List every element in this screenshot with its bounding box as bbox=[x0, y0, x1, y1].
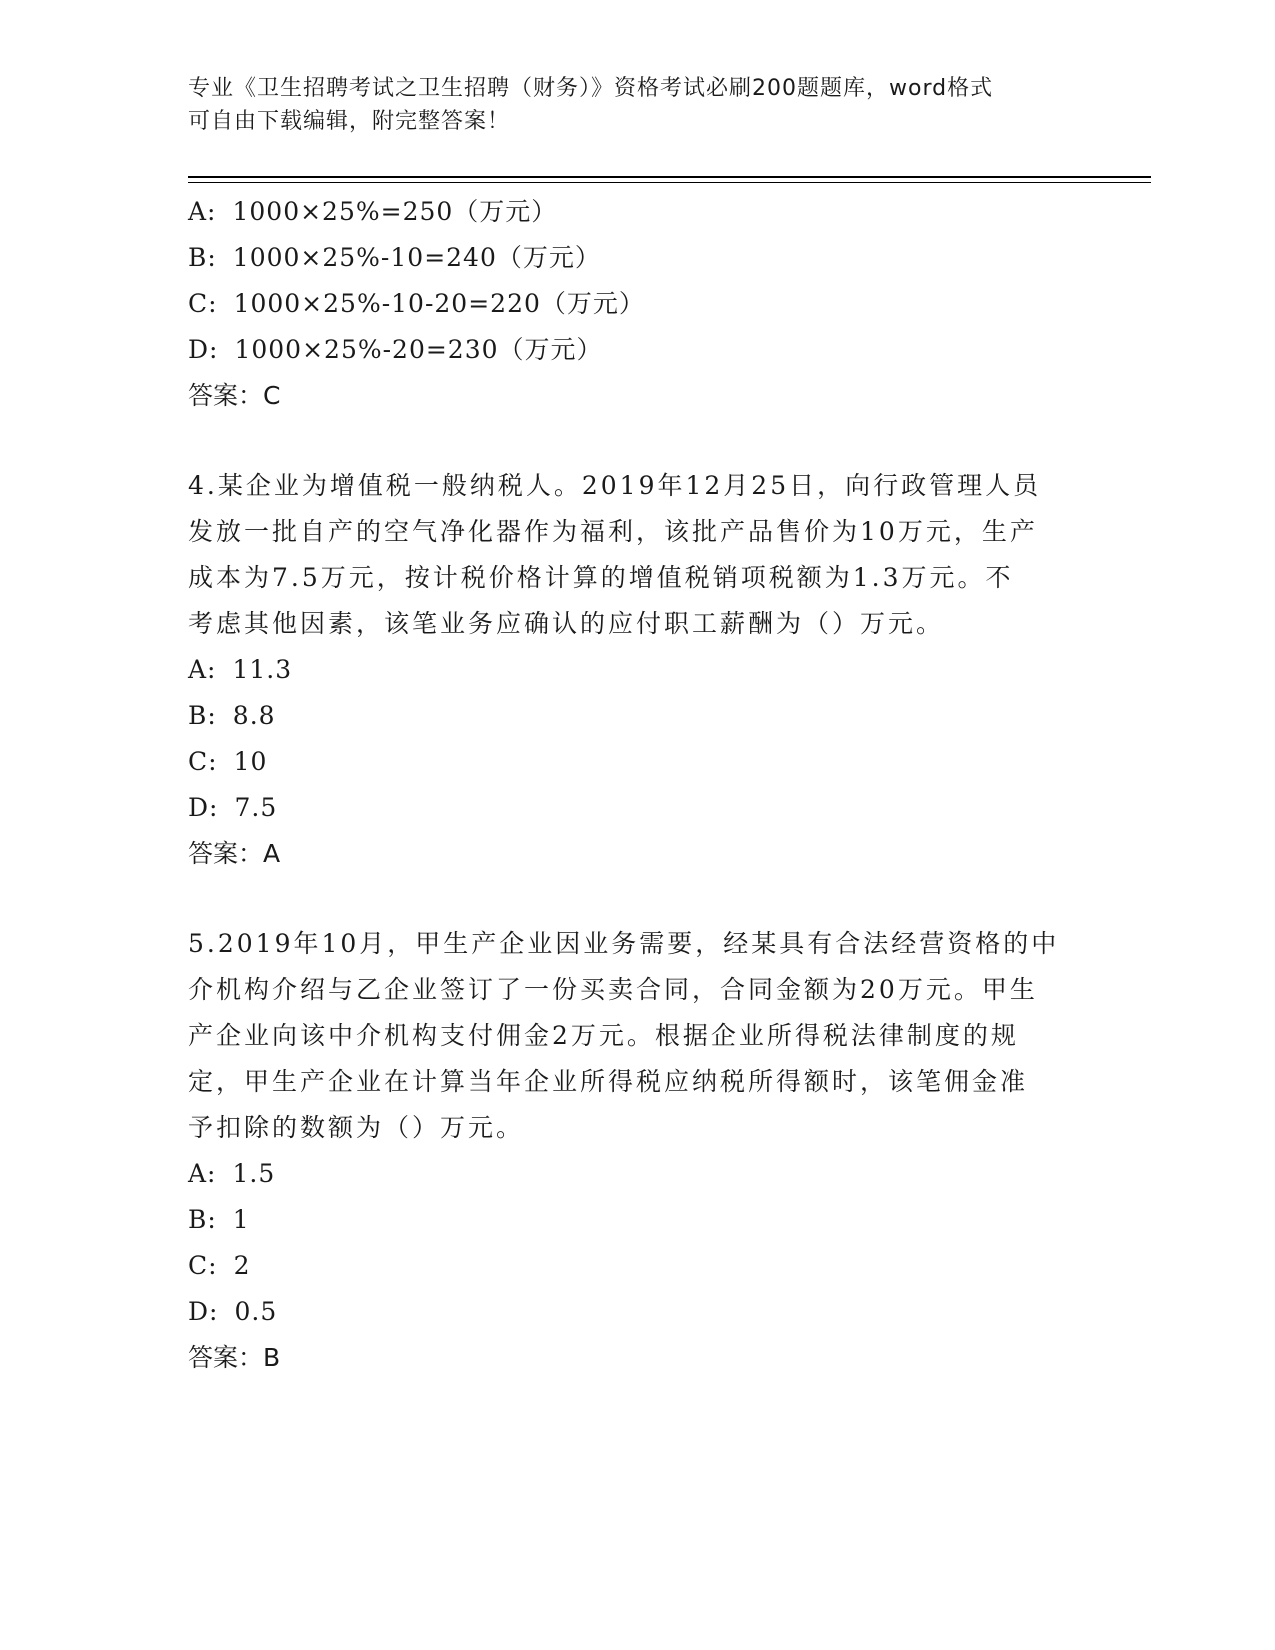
answer-line: 答案：C bbox=[188, 381, 281, 410]
question-text-line: 考虑其他因素，该笔业务应确认的应付职工薪酬为（）万元。 bbox=[188, 609, 945, 638]
answer-line: 答案：A bbox=[188, 839, 281, 868]
header-line-2: 可自由下载编辑，附完整答案！ bbox=[188, 109, 511, 134]
option-d: D: 7.5 bbox=[188, 793, 278, 822]
option-b: B: 1 bbox=[188, 1205, 250, 1234]
option-b: B: 8.8 bbox=[188, 701, 276, 730]
question-text-line: 予扣除的数额为（）万元。 bbox=[188, 1113, 525, 1142]
question-5 bbox=[188, 921, 1088, 1381]
question-text-line: 发放一批自产的空气净化器作为福利，该批产品售价为10万元，生产 bbox=[188, 517, 1038, 546]
option-d: D: 0.5 bbox=[188, 1297, 278, 1326]
question-text-line: 介机构介绍与乙企业签订了一份买卖合同，合同金额为20万元。甲生 bbox=[188, 975, 1038, 1004]
option-c: C: 10 bbox=[188, 747, 268, 776]
answer-line: 答案：B bbox=[188, 1343, 281, 1372]
question-text-line: 4.某企业为增值税一般纳税人。2019年12月25日，向行政管理人员 bbox=[188, 471, 1042, 500]
header-divider-thin bbox=[188, 182, 1151, 183]
option-c: C: 1000×25%-10-20=220（万元） bbox=[188, 289, 645, 318]
question-text-line: 成本为7.5万元，按计税价格计算的增值税销项税额为1.3万元。不 bbox=[188, 563, 1014, 592]
option-a: A: 1000×25%=250（万元） bbox=[188, 197, 558, 226]
option-b: B: 1000×25%-10=240（万元） bbox=[188, 243, 601, 272]
option-a: A: 11.3 bbox=[188, 655, 293, 684]
option-a: A: 1.5 bbox=[188, 1159, 276, 1188]
option-c: C: 2 bbox=[188, 1251, 251, 1280]
question-text-line: 定，甲生产企业在计算当年企业所得税应纳税所得额时，该笔佣金准 bbox=[188, 1067, 1029, 1096]
question-text-line: 产企业向该中介机构支付佣金2万元。根据企业所得税法律制度的规 bbox=[188, 1021, 1019, 1050]
option-d: D: 1000×25%-20=230（万元） bbox=[188, 335, 603, 364]
question-4 bbox=[188, 463, 1088, 877]
header-line-1: 专业《卫生招聘考试之卫生招聘（财务）》资格考试必刷200题题库，word格式 bbox=[188, 76, 994, 101]
document-header bbox=[188, 72, 1068, 138]
question-text-line: 5.2019年10月，甲生产企业因业务需要，经某具有合法经营资格的中 bbox=[188, 929, 1060, 958]
document-body bbox=[188, 189, 1088, 1381]
header-divider-thick bbox=[188, 176, 1151, 178]
question-3-options bbox=[188, 189, 1088, 419]
